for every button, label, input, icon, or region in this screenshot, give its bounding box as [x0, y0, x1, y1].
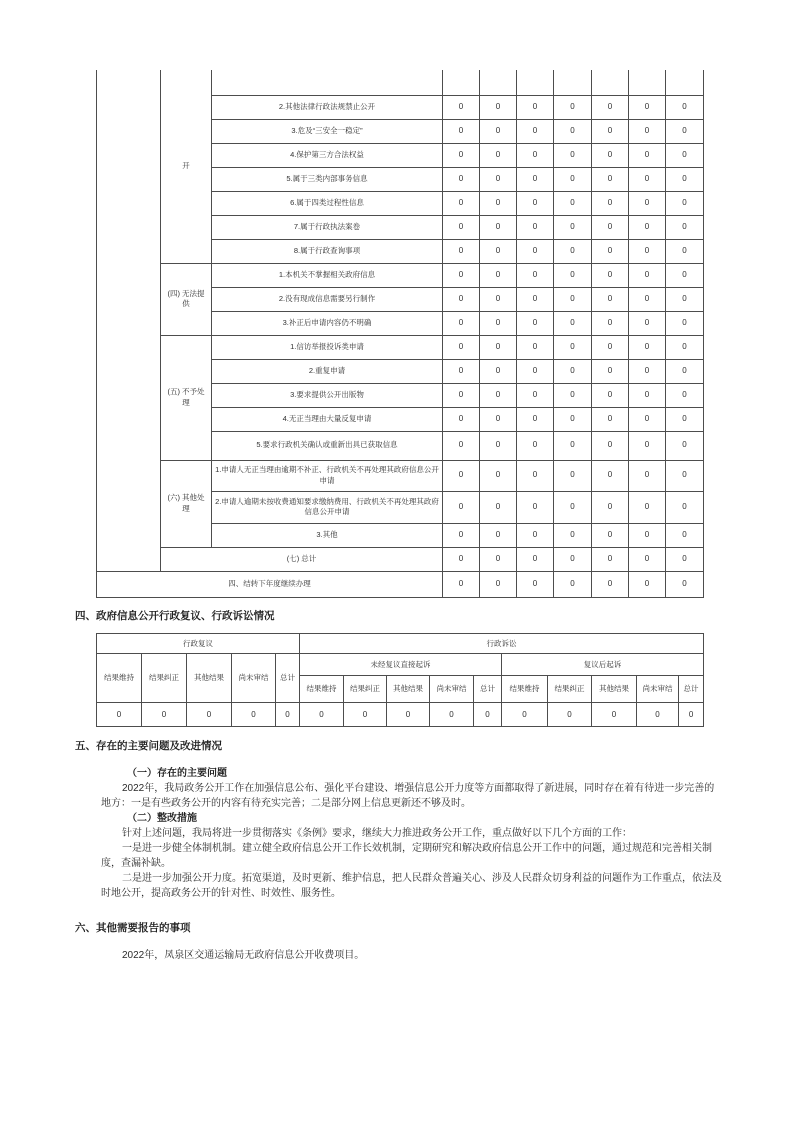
header-pending: 尚未审结: [637, 676, 679, 703]
row-label: 3.补正后申请内容仍不明确: [212, 311, 443, 335]
value-cell: 0: [629, 407, 666, 431]
value-cell: 0: [666, 460, 704, 491]
row-label: 6.属于四类过程性信息: [212, 191, 443, 215]
value-cell: [554, 70, 592, 95]
header-admin-litigation: 行政诉讼: [300, 634, 704, 654]
value-cell: 0: [517, 491, 554, 523]
cut-group-label-cell: 开: [161, 70, 212, 263]
value-cell: 0: [592, 571, 629, 597]
header-result-upheld: 结果维持: [502, 676, 548, 703]
value-cell: 0: [554, 431, 592, 460]
value-cell: 0: [629, 491, 666, 523]
value-cell: 0: [443, 491, 480, 523]
value-cell: 0: [592, 407, 629, 431]
value-cell: 0: [300, 703, 344, 727]
value-cell: 0: [443, 383, 480, 407]
value-cell: 0: [443, 431, 480, 460]
value-cell: 0: [554, 263, 592, 287]
value-cell: 0: [554, 239, 592, 263]
value-cell: [592, 70, 629, 95]
value-cell: 0: [480, 407, 517, 431]
value-cell: 0: [592, 383, 629, 407]
value-cell: 0: [480, 167, 517, 191]
value-cell: 0: [517, 263, 554, 287]
value-cell: 0: [517, 239, 554, 263]
value-cell: 0: [232, 703, 276, 727]
value-cell: 0: [629, 287, 666, 311]
value-cell: 0: [592, 215, 629, 239]
value-cell: 0: [443, 239, 480, 263]
header-suit-after-review: 复议后起诉: [502, 654, 704, 676]
header-admin-review: 行政复议: [97, 634, 300, 654]
value-cell: 0: [554, 491, 592, 523]
carry-over-label: 四、结转下年度继续办理: [97, 571, 443, 597]
value-cell: 0: [592, 167, 629, 191]
value-cell: 0: [629, 311, 666, 335]
value-cell: 0: [629, 95, 666, 119]
value-cell: 0: [629, 523, 666, 547]
value-cell: 0: [517, 359, 554, 383]
row-label: 1.本机关不掌握相关政府信息: [212, 263, 443, 287]
value-cell: 0: [97, 703, 142, 727]
section5-paragraph-4: 二是进一步加强公开力度。拓宽渠道，及时更新、维护信息，把人民群众普遍关心、涉及人民群众切身利益的问题作为工作重点，依法及时地公开，提高政务公开的针对性、时效性、服务性。: [101, 873, 722, 899]
header-total: 总计: [679, 676, 704, 703]
value-cell: 0: [443, 460, 480, 491]
value-cell: 0: [592, 143, 629, 167]
value-cell: 0: [679, 703, 704, 727]
value-cell: 0: [517, 407, 554, 431]
total-row-label: (七) 总计: [161, 547, 443, 571]
header-result-upheld: 结果维持: [97, 654, 142, 703]
value-cell: 0: [517, 215, 554, 239]
value-cell: 0: [517, 383, 554, 407]
value-cell: 0: [480, 215, 517, 239]
review-litigation-table: [96, 633, 704, 727]
value-cell: [629, 70, 666, 95]
value-cell: 0: [517, 143, 554, 167]
section4-title: 四、政府信息公开行政复议、行政诉讼情况: [75, 610, 275, 622]
value-cell: 0: [480, 119, 517, 143]
value-cell: 0: [666, 431, 704, 460]
value-cell: 0: [480, 95, 517, 119]
group-label-unable-to-provide: (四) 无法提供: [161, 263, 212, 335]
value-cell: 0: [517, 523, 554, 547]
value-cell: 0: [480, 383, 517, 407]
value-cell: 0: [443, 335, 480, 359]
value-cell: 0: [629, 431, 666, 460]
value-cell: 0: [443, 359, 480, 383]
table-row: [97, 263, 704, 287]
value-cell: 0: [666, 95, 704, 119]
value-cell: 0: [443, 571, 480, 597]
empty-cell: [212, 70, 443, 95]
header-other-result: 其他结果: [387, 676, 430, 703]
value-cell: 0: [629, 383, 666, 407]
value-cell: 0: [517, 287, 554, 311]
value-cell: 0: [592, 287, 629, 311]
value-cell: 0: [629, 167, 666, 191]
section5-subheading-1: （一）存在的主要问题: [127, 768, 227, 779]
value-cell: 0: [666, 119, 704, 143]
value-cell: 0: [554, 523, 592, 547]
value-cell: 0: [480, 431, 517, 460]
value-cell: 0: [517, 335, 554, 359]
value-cell: 0: [666, 383, 704, 407]
value-cell: 0: [629, 460, 666, 491]
value-cell: 0: [554, 335, 592, 359]
row-label: 5.属于三类内部事务信息: [212, 167, 443, 191]
row-label: 2.没有现成信息需要另行制作: [212, 287, 443, 311]
value-cell: 0: [554, 359, 592, 383]
value-cell: 0: [592, 119, 629, 143]
value-cell: 0: [430, 703, 474, 727]
value-cell: 0: [629, 215, 666, 239]
row-label: 7.属于行政执法案卷: [212, 215, 443, 239]
value-cell: 0: [443, 547, 480, 571]
value-cell: 0: [554, 215, 592, 239]
value-cell: 0: [629, 571, 666, 597]
value-cell: 0: [480, 239, 517, 263]
value-cell: [443, 70, 480, 95]
section5-paragraph-2: 针对上述问题，我局将进一步贯彻落实《条例》要求，继续大力推进政务公开工作，重点做好以下几个方面的工作：: [122, 828, 632, 839]
value-cell: 0: [629, 547, 666, 571]
group-label-other-handling: (六) 其他处理: [161, 460, 212, 547]
table-row: [97, 70, 704, 95]
value-cell: 0: [666, 407, 704, 431]
row-label: 3.要求提供公开出版物: [212, 383, 443, 407]
value-cell: 0: [666, 167, 704, 191]
value-cell: [517, 70, 554, 95]
value-cell: 0: [666, 359, 704, 383]
row-label: 4.无正当理由大量反复申请: [212, 407, 443, 431]
value-cell: 0: [554, 287, 592, 311]
value-cell: 0: [554, 311, 592, 335]
table-row: [97, 335, 704, 359]
value-cell: 0: [592, 460, 629, 491]
cut-outer-group-cell: [97, 70, 161, 571]
value-cell: 0: [554, 407, 592, 431]
value-cell: 0: [666, 335, 704, 359]
value-cell: 0: [517, 460, 554, 491]
value-cell: 0: [666, 311, 704, 335]
value-cell: 0: [517, 571, 554, 597]
value-cell: 0: [554, 143, 592, 167]
section5-paragraph-1: 2022年，我局政务公开工作在加强信息公布、强化平台建设、增强信息公开力度等方面都取得了新进展，同时存在着有待进一步完善的地方：一是有些政务公开的内容有待充实完善；二是部分网上信息更新还不够及时。: [101, 783, 715, 809]
row-label: 1.申请人无正当理由逾期不补正、行政机关不再处理其政府信息公开申请: [212, 460, 443, 491]
value-cell: 0: [517, 167, 554, 191]
header-other-result: 其他结果: [592, 676, 637, 703]
section5-paragraph-3: 一是进一步健全体制机制。建立健全政府信息公开工作长效机制，定期研究和解决政府信息公开工作中的问题，通过规范和完善相关制度，查漏补缺。: [101, 843, 712, 869]
disclosure-results-table: [96, 70, 704, 598]
value-cell: 0: [637, 703, 679, 727]
value-cell: 0: [502, 703, 548, 727]
total-row: [97, 547, 704, 571]
group-label-not-processed: (五) 不予处理: [161, 335, 212, 460]
row-label: 2.重复申请: [212, 359, 443, 383]
value-cell: 0: [517, 119, 554, 143]
value-cell: 0: [480, 287, 517, 311]
value-cell: 0: [480, 263, 517, 287]
value-cell: 0: [443, 263, 480, 287]
value-cell: 0: [142, 703, 187, 727]
value-cell: 0: [629, 239, 666, 263]
value-cell: 0: [480, 191, 517, 215]
value-cell: 0: [480, 359, 517, 383]
row-label: 3.危及“三安全一稳定”: [212, 119, 443, 143]
value-cell: 0: [592, 263, 629, 287]
value-cell: 0: [480, 491, 517, 523]
value-cell: 0: [187, 703, 232, 727]
header-pending: 尚未审结: [232, 654, 276, 703]
value-cell: 0: [666, 239, 704, 263]
header-result-upheld: 结果维持: [300, 676, 344, 703]
value-cell: 0: [666, 215, 704, 239]
value-cell: 0: [666, 287, 704, 311]
value-cell: 0: [443, 167, 480, 191]
value-cell: 0: [480, 143, 517, 167]
value-cell: 0: [554, 119, 592, 143]
value-cell: 0: [592, 523, 629, 547]
value-cell: 0: [276, 703, 300, 727]
value-cell: 0: [443, 407, 480, 431]
row-label: 3.其他: [212, 523, 443, 547]
value-cell: 0: [517, 547, 554, 571]
value-cell: 0: [517, 311, 554, 335]
value-cell: 0: [666, 263, 704, 287]
value-cell: 0: [592, 703, 637, 727]
value-cell: 0: [592, 335, 629, 359]
value-cell: 0: [629, 359, 666, 383]
value-cell: 0: [480, 311, 517, 335]
value-cell: 0: [548, 703, 592, 727]
section5-title: 五、存在的主要问题及改进情况: [75, 740, 222, 752]
value-cell: 0: [629, 119, 666, 143]
header-result-corrected: 结果纠正: [548, 676, 592, 703]
row-label: 8.属于行政查询事项: [212, 239, 443, 263]
table-header-row: [97, 634, 704, 654]
header-total: 总计: [276, 654, 300, 703]
value-cell: 0: [443, 95, 480, 119]
value-cell: 0: [592, 431, 629, 460]
value-cell: 0: [344, 703, 387, 727]
row-label: 5.要求行政机关确认或重新出具已获取信息: [212, 431, 443, 460]
value-cell: 0: [554, 571, 592, 597]
value-cell: 0: [480, 460, 517, 491]
header-result-corrected: 结果纠正: [142, 654, 187, 703]
value-cell: 0: [480, 547, 517, 571]
value-cell: 0: [517, 431, 554, 460]
value-cell: 0: [443, 287, 480, 311]
value-cell: 0: [554, 191, 592, 215]
value-cell: 0: [480, 335, 517, 359]
value-cell: 0: [554, 383, 592, 407]
value-cell: 0: [666, 571, 704, 597]
value-cell: 0: [666, 491, 704, 523]
carry-over-row: [97, 571, 704, 597]
value-cell: 0: [443, 119, 480, 143]
value-cell: 0: [474, 703, 502, 727]
value-cell: 0: [517, 95, 554, 119]
value-cell: 0: [592, 239, 629, 263]
value-cell: 0: [666, 523, 704, 547]
value-cell: 0: [443, 215, 480, 239]
value-cell: 0: [629, 335, 666, 359]
value-cell: 0: [629, 143, 666, 167]
section5-subheading-2: （二）整改措施: [127, 813, 197, 824]
value-cell: 0: [443, 523, 480, 547]
value-cell: 0: [666, 547, 704, 571]
section6-title: 六、其他需要报告的事项: [75, 922, 191, 934]
value-cell: 0: [480, 571, 517, 597]
row-label: 2.申请人逾期未按收费通知要求缴纳费用、行政机关不再处理其政府信息公开申请: [212, 491, 443, 523]
value-cell: 0: [629, 191, 666, 215]
value-cell: 0: [592, 359, 629, 383]
value-cell: 0: [443, 191, 480, 215]
value-cell: 0: [666, 191, 704, 215]
value-cell: 0: [443, 311, 480, 335]
value-cell: 0: [592, 95, 629, 119]
header-result-corrected: 结果纠正: [344, 676, 387, 703]
value-cell: 0: [517, 191, 554, 215]
table-header-row: [97, 654, 704, 676]
header-other-result: 其他结果: [187, 654, 232, 703]
row-label: 2.其他法律行政法规禁止公开: [212, 95, 443, 119]
section5-body: [101, 766, 724, 901]
row-label: 4.保护第三方合法权益: [212, 143, 443, 167]
value-cell: 0: [666, 143, 704, 167]
value-cell: [480, 70, 517, 95]
value-cell: 0: [592, 191, 629, 215]
value-cell: 0: [554, 95, 592, 119]
value-cell: 0: [554, 460, 592, 491]
value-cell: 0: [480, 523, 517, 547]
value-cell: [666, 70, 704, 95]
value-cell: 0: [592, 311, 629, 335]
value-cell: 0: [554, 167, 592, 191]
value-cell: 0: [592, 547, 629, 571]
header-total: 总计: [474, 676, 502, 703]
values-row: [97, 703, 704, 727]
table-row: [97, 460, 704, 491]
value-cell: 0: [629, 263, 666, 287]
value-cell: 0: [592, 491, 629, 523]
value-cell: 0: [387, 703, 430, 727]
row-label: 1.信访举报投诉类申请: [212, 335, 443, 359]
section6-paragraph: 2022年，凤泉区交通运输局无政府信息公开收费项目。: [122, 950, 365, 961]
value-cell: 0: [554, 547, 592, 571]
section6-body: [101, 948, 724, 963]
header-pending: 尚未审结: [430, 676, 474, 703]
header-direct-suit: 未经复议直接起诉: [300, 654, 502, 676]
value-cell: 0: [443, 143, 480, 167]
